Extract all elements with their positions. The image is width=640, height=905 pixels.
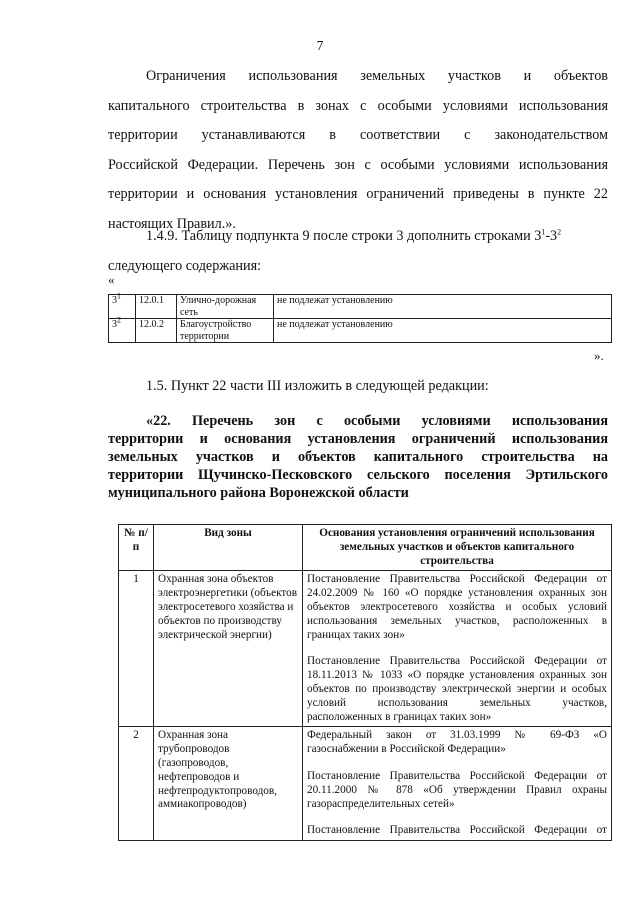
name-cell: Улично-дорожная сеть [177, 295, 274, 319]
table-row [109, 319, 612, 343]
zone-cell: Охранная зона трубопроводов (газопроводов, нефтепроводов и нефтепродуктопроводов, аммиакопроводов) [154, 727, 303, 841]
heading-line: территории и основания установления ограничений использования [108, 431, 608, 447]
text-line: следующего содержания: [108, 257, 262, 274]
text-line: настоящих Правил.». [108, 215, 236, 232]
text-line: капитального строительства в зонах с особыми условиями использования [108, 97, 608, 114]
paragraph-restrictions [108, 62, 608, 239]
note-cell: не подлежат установлению [274, 319, 612, 343]
table-row [109, 295, 612, 319]
text-line: территории устанавливаются в соответствии с законодательством [108, 127, 608, 143]
table-row [119, 571, 612, 727]
row-number: 2 [119, 727, 154, 841]
paragraph-1-5 [108, 372, 608, 402]
table-header-row [119, 525, 612, 571]
paragraph-1-4-9 [108, 222, 608, 281]
text-line: 1.4.9. Таблицу подпункта 9 после строки 3 дополнить строками $3^1-3^2$ [146, 227, 562, 244]
quote-open: « [108, 272, 115, 287]
row-number: 1 [119, 571, 154, 727]
code-cell: 12.0.2 [136, 319, 177, 343]
name-cell: Благоустройство территории [177, 319, 274, 343]
note-cell: не подлежат установлению [274, 295, 612, 319]
text-line: Ограничения использования земельных участков и объектов [146, 68, 608, 84]
table-row [119, 727, 612, 841]
section-heading [108, 412, 608, 502]
zones-table [118, 524, 612, 841]
quote-close: ». [594, 348, 604, 363]
zone-cell: Охранная зона объектов электроэнергетики (объектов электросетевого хозяйства и объектов по производству электрической энергии) [154, 571, 303, 727]
insert-table [108, 291, 612, 343]
text-line: территории и основания установления ограничений приведены в пункте 22 [108, 186, 608, 202]
heading-line: земельных участков и объектов капитального строительства на [108, 449, 608, 465]
basis-cell: Постановление Правительства Российской Федерации от 24.02.2009 № 160 «О порядке установления охранных зон объектов электросетевого хозяйства и особых условий использования земельных участков, расположенных в границах таких зон» Постановление Правительства Российской Федерации от 18.11.2013 № 1033 «О порядке установления охранных зон объектов по производству электрической энергии и особых условий использования земельных участков, расположенных в границах таких зон» [303, 571, 612, 727]
row-number: $3^2$ [109, 319, 136, 343]
page-number: 7 [316, 38, 324, 53]
heading-line: муниципального района Воронежской области [108, 485, 409, 501]
header-number: № п/п [119, 525, 154, 571]
heading-line: «22. Перечень зон с особыми условиями использования [146, 413, 608, 429]
basis-cell: Федеральный закон от 31.03.1999 № 69-ФЗ «О газоснабжении в Российской Федерации» Постановление Правительства Российской Федерации от 20.11.2000 № 878 «Об утверждении Правил охраны газораспределительных сетей» Постановление Правительства Российской Федерации от [303, 727, 612, 841]
header-basis: Основания установления ограничений использования земельных участков и объектов капитального строительства [303, 525, 612, 571]
header-zone-type: Вид зоны [154, 525, 303, 571]
row-number: $3^1$ [109, 295, 136, 319]
text-line: 1.5. Пункт 22 части III изложить в следующей редакции: [146, 378, 489, 394]
code-cell: 12.0.1 [136, 295, 177, 319]
text-line: Российской Федерации. Перечень зон с особыми условиями использования [108, 156, 608, 173]
heading-line: территории Щучинско-Песковского сельского поселения Эртильского [108, 467, 608, 483]
